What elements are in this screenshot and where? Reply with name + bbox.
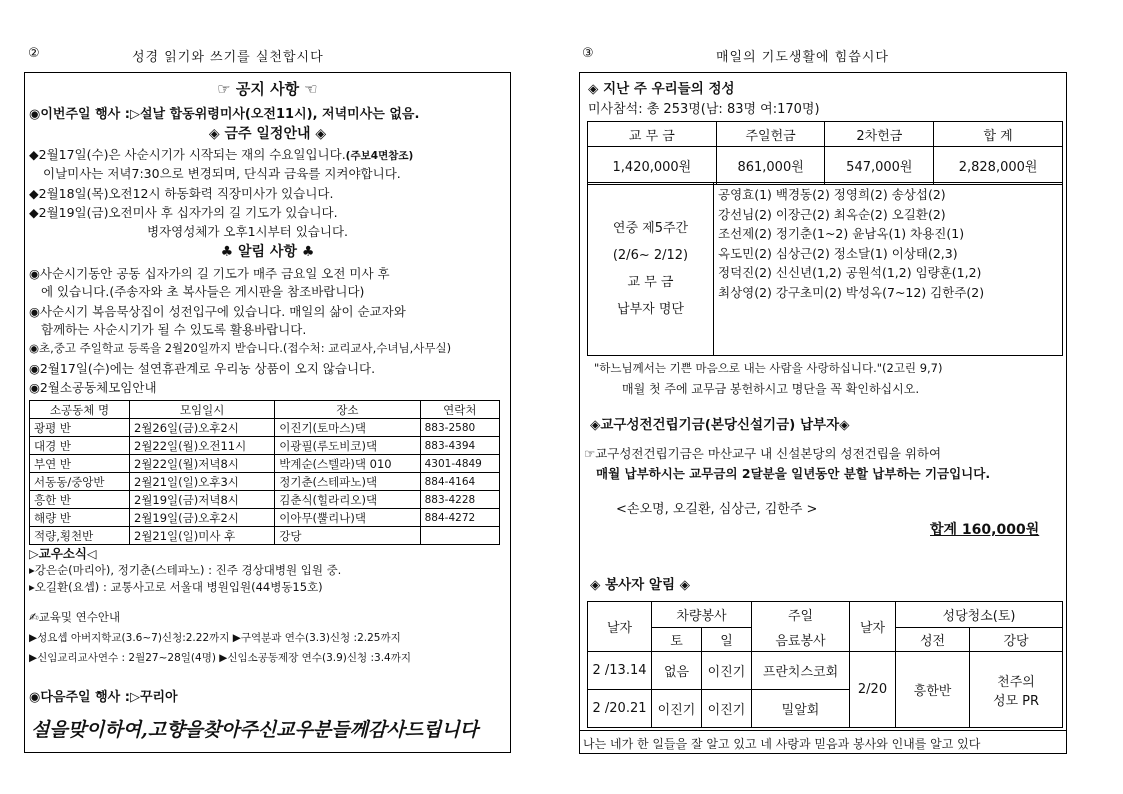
- table-cell: 2월22일(월)저녁8시: [130, 455, 275, 473]
- schedule-item-1b: 이날미사는 저녁7:30으로 변경되며, 단식과 금육를 지켜야합니다.: [43, 166, 401, 181]
- label-line: (2/6~ 2/12): [612, 248, 689, 263]
- table-header: 성당청소(토): [896, 602, 1063, 628]
- building-fund-desc-1: ☞교구성전건립기금은 마산교구 내 신설본당의 성전건립을 위하여: [584, 446, 942, 461]
- volunteer-title: ◈ 봉사자 알림 ◈: [590, 577, 691, 593]
- building-fund-title: ◈교구성전건립기금(본당신설기금) 납부자◈: [590, 417, 850, 433]
- education-title: ✍교육및 연수안내: [29, 610, 121, 624]
- table-cell: 이진기: [652, 690, 702, 728]
- table-cell: 이진기(토마스)댁: [275, 419, 420, 437]
- building-fund-total: 합계 160,000원: [930, 522, 1040, 538]
- table-cell: 밀알회: [752, 690, 850, 728]
- table-cell: 883-2580: [420, 419, 499, 437]
- devotion-title: ◈ 지난 주 우리들의 정성: [588, 81, 735, 97]
- schedule-item-3b: 병자영성체가 오후1시부터 있습니다.: [147, 224, 348, 239]
- table-cell: 흥한 반: [30, 491, 130, 509]
- education-item-1: ▶성요셉 아버지학교(3.6~7)신청:2.22까지 ▶구역분과 연수(3.3)신청 :2.25까지: [29, 632, 401, 644]
- table-cell: 2 /20.21: [588, 690, 652, 728]
- table-row: [588, 652, 1063, 690]
- table-header: 성전: [896, 628, 970, 652]
- schedule-item-2: ◆2월18일(목)오전12시 하동화력 직장미사가 있습니다.: [29, 186, 334, 201]
- table-header-row: [30, 401, 500, 419]
- table-cell: 해량 반: [30, 509, 130, 527]
- table-header: 장소: [275, 401, 420, 419]
- table-cell: 이아무(뿔리나)댁: [275, 509, 420, 527]
- tithe-payers-label: [588, 183, 714, 355]
- table-cell: 대경 반: [30, 437, 130, 455]
- label-line: 연중 제5주간: [612, 221, 689, 236]
- member-news-2: ▸오길환(요셉) : 교통사고로 서울대 병원입원(44병동15호): [29, 580, 323, 594]
- left-page-header: 성경 읽기와 쓰기를 실천합시다: [132, 50, 324, 65]
- attendance-count: 미사참석: 총 253명(남: 83명 여:170명): [588, 102, 820, 117]
- alarm-item-1b: 에 있습니다.(주송자와 초 복사들은 게시판을 참조바랍니다): [41, 284, 365, 299]
- table-cell: [970, 652, 1063, 728]
- table-row: [30, 491, 500, 509]
- table-header: 합 계: [934, 122, 1063, 147]
- table-cell: 861,000원: [716, 147, 825, 185]
- table-header: 일: [702, 628, 752, 652]
- table-row: [30, 419, 500, 437]
- building-fund-desc-2: 매월 납부하시는 교무금의 2달분을 일년동안 분할 납부하는 기금입니다.: [596, 466, 991, 481]
- list-item: 공영효(1) 백경동(2) 정영희(2) 송상섭(2): [718, 187, 946, 202]
- table-cell: 2월19일(금)저녁8시: [130, 491, 275, 509]
- greeting-banner: 설을맞이하여,고향을찾아주신교우분들께감사드립니다: [31, 719, 479, 741]
- table-header: 연락처: [420, 401, 499, 419]
- tithe-payers-list: [718, 185, 984, 303]
- table-cell: 강당: [275, 527, 420, 545]
- alarm-item-4: ◉2월17일(수)에는 설연휴관계로 우리농 상품이 오지 않습니다.: [29, 361, 376, 376]
- notice-title: ☞ 공지 사항 ☜: [217, 80, 318, 98]
- table-cell: 2월22일(월)오전11시: [130, 437, 275, 455]
- label-line: 교 무 금: [627, 275, 674, 290]
- building-fund-names: <손오명, 오길환, 심상근, 김한주 >: [616, 502, 818, 517]
- schedule-item-3: ◆2월19일(금)오전미사 후 십자가의 길 기도가 있습니다.: [29, 205, 338, 220]
- table-cell: 2 /13.14: [588, 652, 652, 690]
- table-cell: 서동동/중앙반: [30, 473, 130, 491]
- table-cell: 흥한반: [896, 652, 970, 728]
- table-cell: 이광필(루도비코)댁: [275, 437, 420, 455]
- right-page-header: 매일의 기도생활에 힘씁시다: [716, 50, 889, 65]
- table-header: 주일: [752, 602, 850, 628]
- this-week-event: ◉이번주일 행사 :▷설날 합동위령미사(오전11시), 저녁미사는 없음.: [29, 107, 420, 122]
- table-row: [30, 527, 500, 545]
- alarm-item-1: ◉사순시기동안 공동 십자가의 길 기도가 매주 금요일 오전 미사 후: [29, 266, 390, 281]
- alarm-item-3: ◉초,중고 주일학교 등록을 2월20일까지 받습니다.(접수처: 교리교사,수녀님,사무실): [29, 341, 452, 355]
- label-line: 납부자 명단: [617, 302, 684, 317]
- table-cell: 2월21일(일)미사 후: [130, 527, 275, 545]
- member-news-title: ▷교우소식◁: [29, 546, 97, 561]
- table-header: 교 무 금: [588, 122, 717, 147]
- list-item: 조선제(2) 정기춘(1~2) 윤남옥(1) 차용진(1): [718, 226, 965, 242]
- member-news-1: ▸강은순(마리아), 정기춘(스테파노) : 진주 경상대병원 입원 중.: [29, 563, 342, 577]
- table-cell: 547,000원: [825, 147, 934, 185]
- scripture-quote: "하느님께서는 기쁜 마음으로 내는 사람을 사랑하십니다."(2고린 9,7): [594, 361, 943, 375]
- table-cell: 2월26일(금)오후2시: [130, 419, 275, 437]
- table-cell: [420, 527, 499, 545]
- left-page-number: ②: [28, 46, 40, 61]
- table-header: 날자: [588, 602, 652, 652]
- list-item: 최상영(2) 강구초미(2) 박성옥(7~12) 김한주(2): [718, 284, 985, 300]
- table-row: [30, 473, 500, 491]
- table-header: 모임일시: [130, 401, 275, 419]
- table-header: 2차헌금: [825, 122, 934, 147]
- education-item-2: ▶신임교리교사연수 : 2월27~28일(4명) ▶신임소공동제장 연수(3.9)신청 :3.4까지: [29, 652, 412, 664]
- offering-table: [587, 121, 1063, 185]
- alarm-item-2: ◉사순시기 복음묵상집이 성전입구에 있습니다. 매일의 삶이 순교자와: [29, 304, 406, 319]
- next-week-event: ◉다음주일 행사 :▷꾸리아: [29, 690, 178, 705]
- list-item: 옥도민(2) 심상근(2) 정소달(1) 이상태(2,3): [718, 245, 958, 261]
- table-header: 음료봉사: [752, 628, 850, 652]
- table-cell: 883-4394: [420, 437, 499, 455]
- cell-line: 성모 PR: [992, 693, 1040, 709]
- alarm-title: ♣ 알림 사항 ♣: [220, 244, 315, 260]
- table-cell: 1,420,000원: [588, 147, 717, 185]
- table-cell: 884-4272: [420, 509, 499, 527]
- table-cell: 프란치스코회: [752, 652, 850, 690]
- table-cell: 정기춘(스테파노)댁: [275, 473, 420, 491]
- cell-line: 천주의: [997, 674, 1035, 690]
- table-cell: 이진기: [702, 652, 752, 690]
- table-cell: 2,828,000원: [934, 147, 1063, 185]
- table-cell: 2월21일(일)오후3시: [130, 473, 275, 491]
- group-meeting-table: [29, 400, 500, 545]
- table-cell: 김춘식(힐라리오)댁: [275, 491, 420, 509]
- table-cell: 광평 반: [30, 419, 130, 437]
- table-header: 강당: [970, 628, 1063, 652]
- table-header: 날자: [850, 602, 896, 652]
- right-page-number: ③: [582, 46, 594, 61]
- right-bulletin-box: [579, 72, 1067, 754]
- tithe-reminder: 매월 첫 주에 교무금 봉헌하시고 명단을 꼭 확인하십시오.: [622, 382, 920, 396]
- table-header-row: [588, 122, 1063, 147]
- table-cell: 이진기: [702, 690, 752, 728]
- table-cell: 없음: [652, 652, 702, 690]
- table-row: [30, 437, 500, 455]
- tithe-payers-box: [587, 182, 1063, 356]
- schedule-item-1: ◆2월17일(수)은 사순시기가 시작되는 재의 수요일입니다.(주보4면참조): [29, 147, 414, 162]
- bottom-verse: 나는 네가 한 일들을 잘 알고 있고 네 사랑과 믿음과 봉사와 인내를 알고 있다: [580, 730, 1066, 752]
- table-header: 주일헌금: [716, 122, 825, 147]
- table-row: [30, 455, 500, 473]
- table-row: [588, 147, 1063, 185]
- list-item: 정덕진(2) 신신년(1,2) 공원석(1,2) 임량훈(1,2): [718, 265, 982, 281]
- table-row: [30, 509, 500, 527]
- table-cell: 부연 반: [30, 455, 130, 473]
- table-cell: 4301-4849: [420, 455, 499, 473]
- table-header-row: [588, 628, 1063, 652]
- alarm-item-5: ◉2월소공동체모임안내: [29, 380, 157, 395]
- alarm-item-2b: 함께하는 사순시기가 될 수 있도록 활용바랍니다.: [41, 322, 307, 337]
- table-cell: 884-4164: [420, 473, 499, 491]
- table-cell: 적량,횡천반: [30, 527, 130, 545]
- table-cell: 2/20: [850, 652, 896, 728]
- table-cell: 883-4228: [420, 491, 499, 509]
- left-bulletin-box: [24, 72, 511, 753]
- table-header: 차량봉사: [652, 602, 752, 628]
- table-header-row: [588, 602, 1063, 628]
- table-cell: 박계순(스텔라)댁 010: [275, 455, 420, 473]
- table-header: 토: [652, 628, 702, 652]
- volunteer-table: [587, 601, 1063, 728]
- table-header: 소공동체 명: [30, 401, 130, 419]
- schedule-title: ◈ 금주 일정안내 ◈: [208, 126, 327, 142]
- list-item: 강선님(2) 이장근(2) 최옥순(2) 오길환(2): [718, 206, 946, 222]
- table-cell: 2월19일(금)오후2시: [130, 509, 275, 527]
